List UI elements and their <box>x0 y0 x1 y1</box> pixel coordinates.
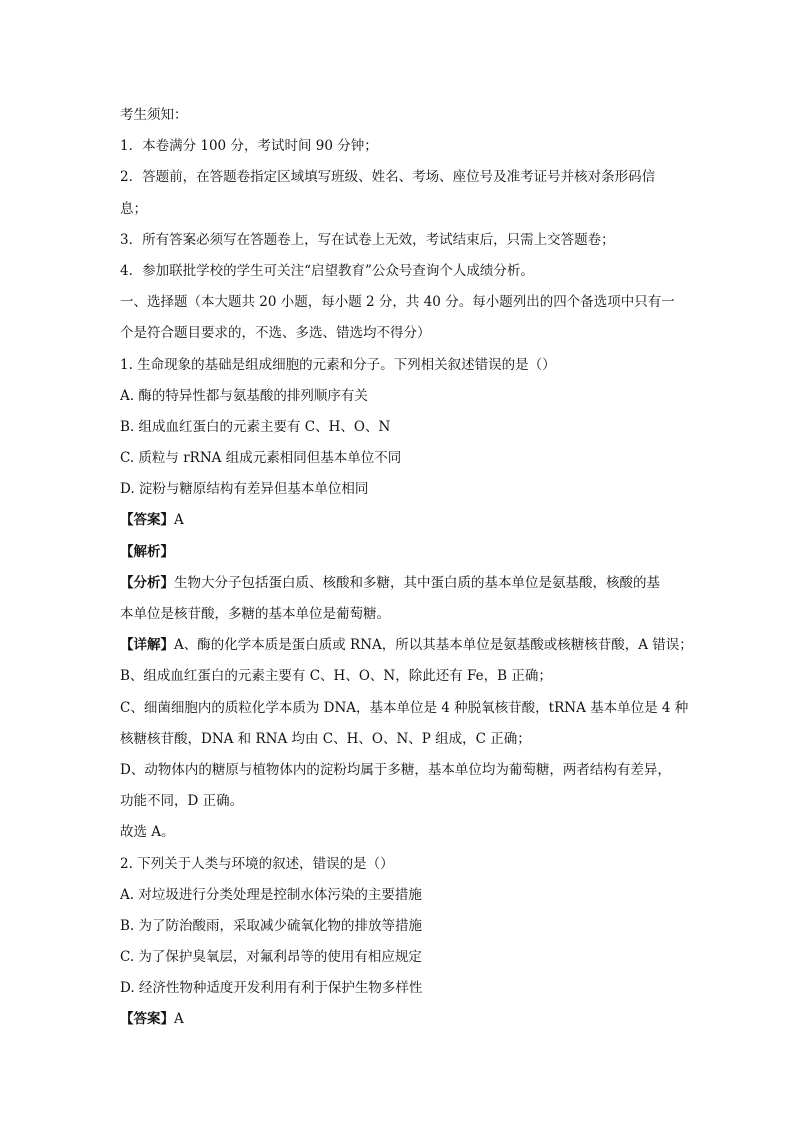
xiangjie-text: B、组成血红蛋白的元素主要有 C、H、O、N，除此还有 Fe，B 正确； <box>120 668 552 685</box>
question-stem: 2. 下列关于人类与环境的叙述，错误的是（） <box>120 855 394 872</box>
option-c: C. 质粒与 rRNA 组成元素相同但基本单位不同 <box>120 450 402 467</box>
xiangjie-text: 功能不同，D 正确。 <box>120 793 244 810</box>
fenxi-tag: 【分析】 <box>120 574 174 591</box>
section-heading: 一、选择题（本大题共 20 小题，每小题 2 分，共 40 分。每小题列出的四个备选项中只有一 <box>120 294 675 311</box>
fenxi-text: 本单位是核苷酸，多糖的基本单位是葡萄糖。 <box>120 606 390 622</box>
option-a: A. 对垃圾进行分类处理是控制水体污染的主要措施 <box>120 886 422 903</box>
option-c: C. 为了保护臭氧层，对氟利昂等的使用有相应规定 <box>120 949 422 966</box>
xiangjie-tag: 【详解】 <box>120 637 174 654</box>
notice-item: 息； <box>120 200 147 217</box>
question-stem: 1. 生命现象的基础是组成细胞的元素和分子。下列相关叙述错误的是（） <box>120 356 556 373</box>
exam-page <box>120 100 693 1036</box>
xiangjie-text: D、动物体内的糖原与植物体内的淀粉均属于多糖，基本单位均为葡萄糖，两者结构有差异， <box>120 761 671 778</box>
analysis-line <box>120 537 676 568</box>
fenxi-line <box>120 568 676 599</box>
xiangjie-text: 核糖核苷酸，DNA 和 RNA 均由 C、H、O、N、P 组成，C 正确； <box>120 730 531 747</box>
answer-value: A <box>174 1011 184 1028</box>
xiangjie-text: C、细菌细胞内的质粒化学本质为 DNA，基本单位是 4 种脱氧核苷酸，tRNA 基本单位是 4 种 <box>120 699 689 716</box>
option-b: B. 组成血红蛋白的元素主要有 C、H、O、N <box>120 418 391 435</box>
option-b: B. 为了防治酸雨，采取减少硫氧化物的排放等措施 <box>120 917 423 934</box>
notice-title: 考生须知： <box>120 107 188 123</box>
xiangjie-text: A、酶的化学本质是蛋白质或 RNA，所以其基本单位是氨基酸或核糖核苷酸，A 错误； <box>174 637 693 654</box>
notice-item: 1．本卷满分 100 分，考试时间 90 分钟； <box>120 138 378 155</box>
fenxi-text: 生物大分子包括蛋白质、核酸和多糖，其中蛋白质的基本单位是氨基酸，核酸的基 <box>174 574 660 591</box>
analysis-tag: 【解析】 <box>120 543 174 560</box>
notice-item: 4．参加联批学校的学生可关注“启望教育”公众号查询个人成绩分析。 <box>120 262 534 279</box>
answer-tag: 【答案】 <box>120 1011 174 1028</box>
option-d: D. 经济性物种适度开发利用有利于保护生物多样性 <box>120 980 423 997</box>
answer-tag: 【答案】 <box>120 512 174 529</box>
answer-line <box>120 1004 676 1035</box>
answer-line <box>120 505 676 536</box>
notice-item: 3．所有答案必须写在答题卷上，写在试卷上无效，考试结束后，只需上交答题卷； <box>120 231 615 248</box>
option-d: D. 淀粉与糖原结构有差异但基本单位相同 <box>120 481 369 498</box>
conclusion: 故选 A。 <box>120 824 175 841</box>
xiangjie-line <box>120 630 693 661</box>
notice-item: 2．答题前，在答题卷指定区域填写班级、姓名、考场、座位号及准考证号并核对条形码信 <box>120 169 656 186</box>
option-a: A. 酶的特异性都与氨基酸的排列顺序有关 <box>120 387 368 404</box>
answer-value: A <box>174 512 184 529</box>
section-heading: 个是符合题目要求的，不选、多选、错选均不得分） <box>120 325 431 342</box>
